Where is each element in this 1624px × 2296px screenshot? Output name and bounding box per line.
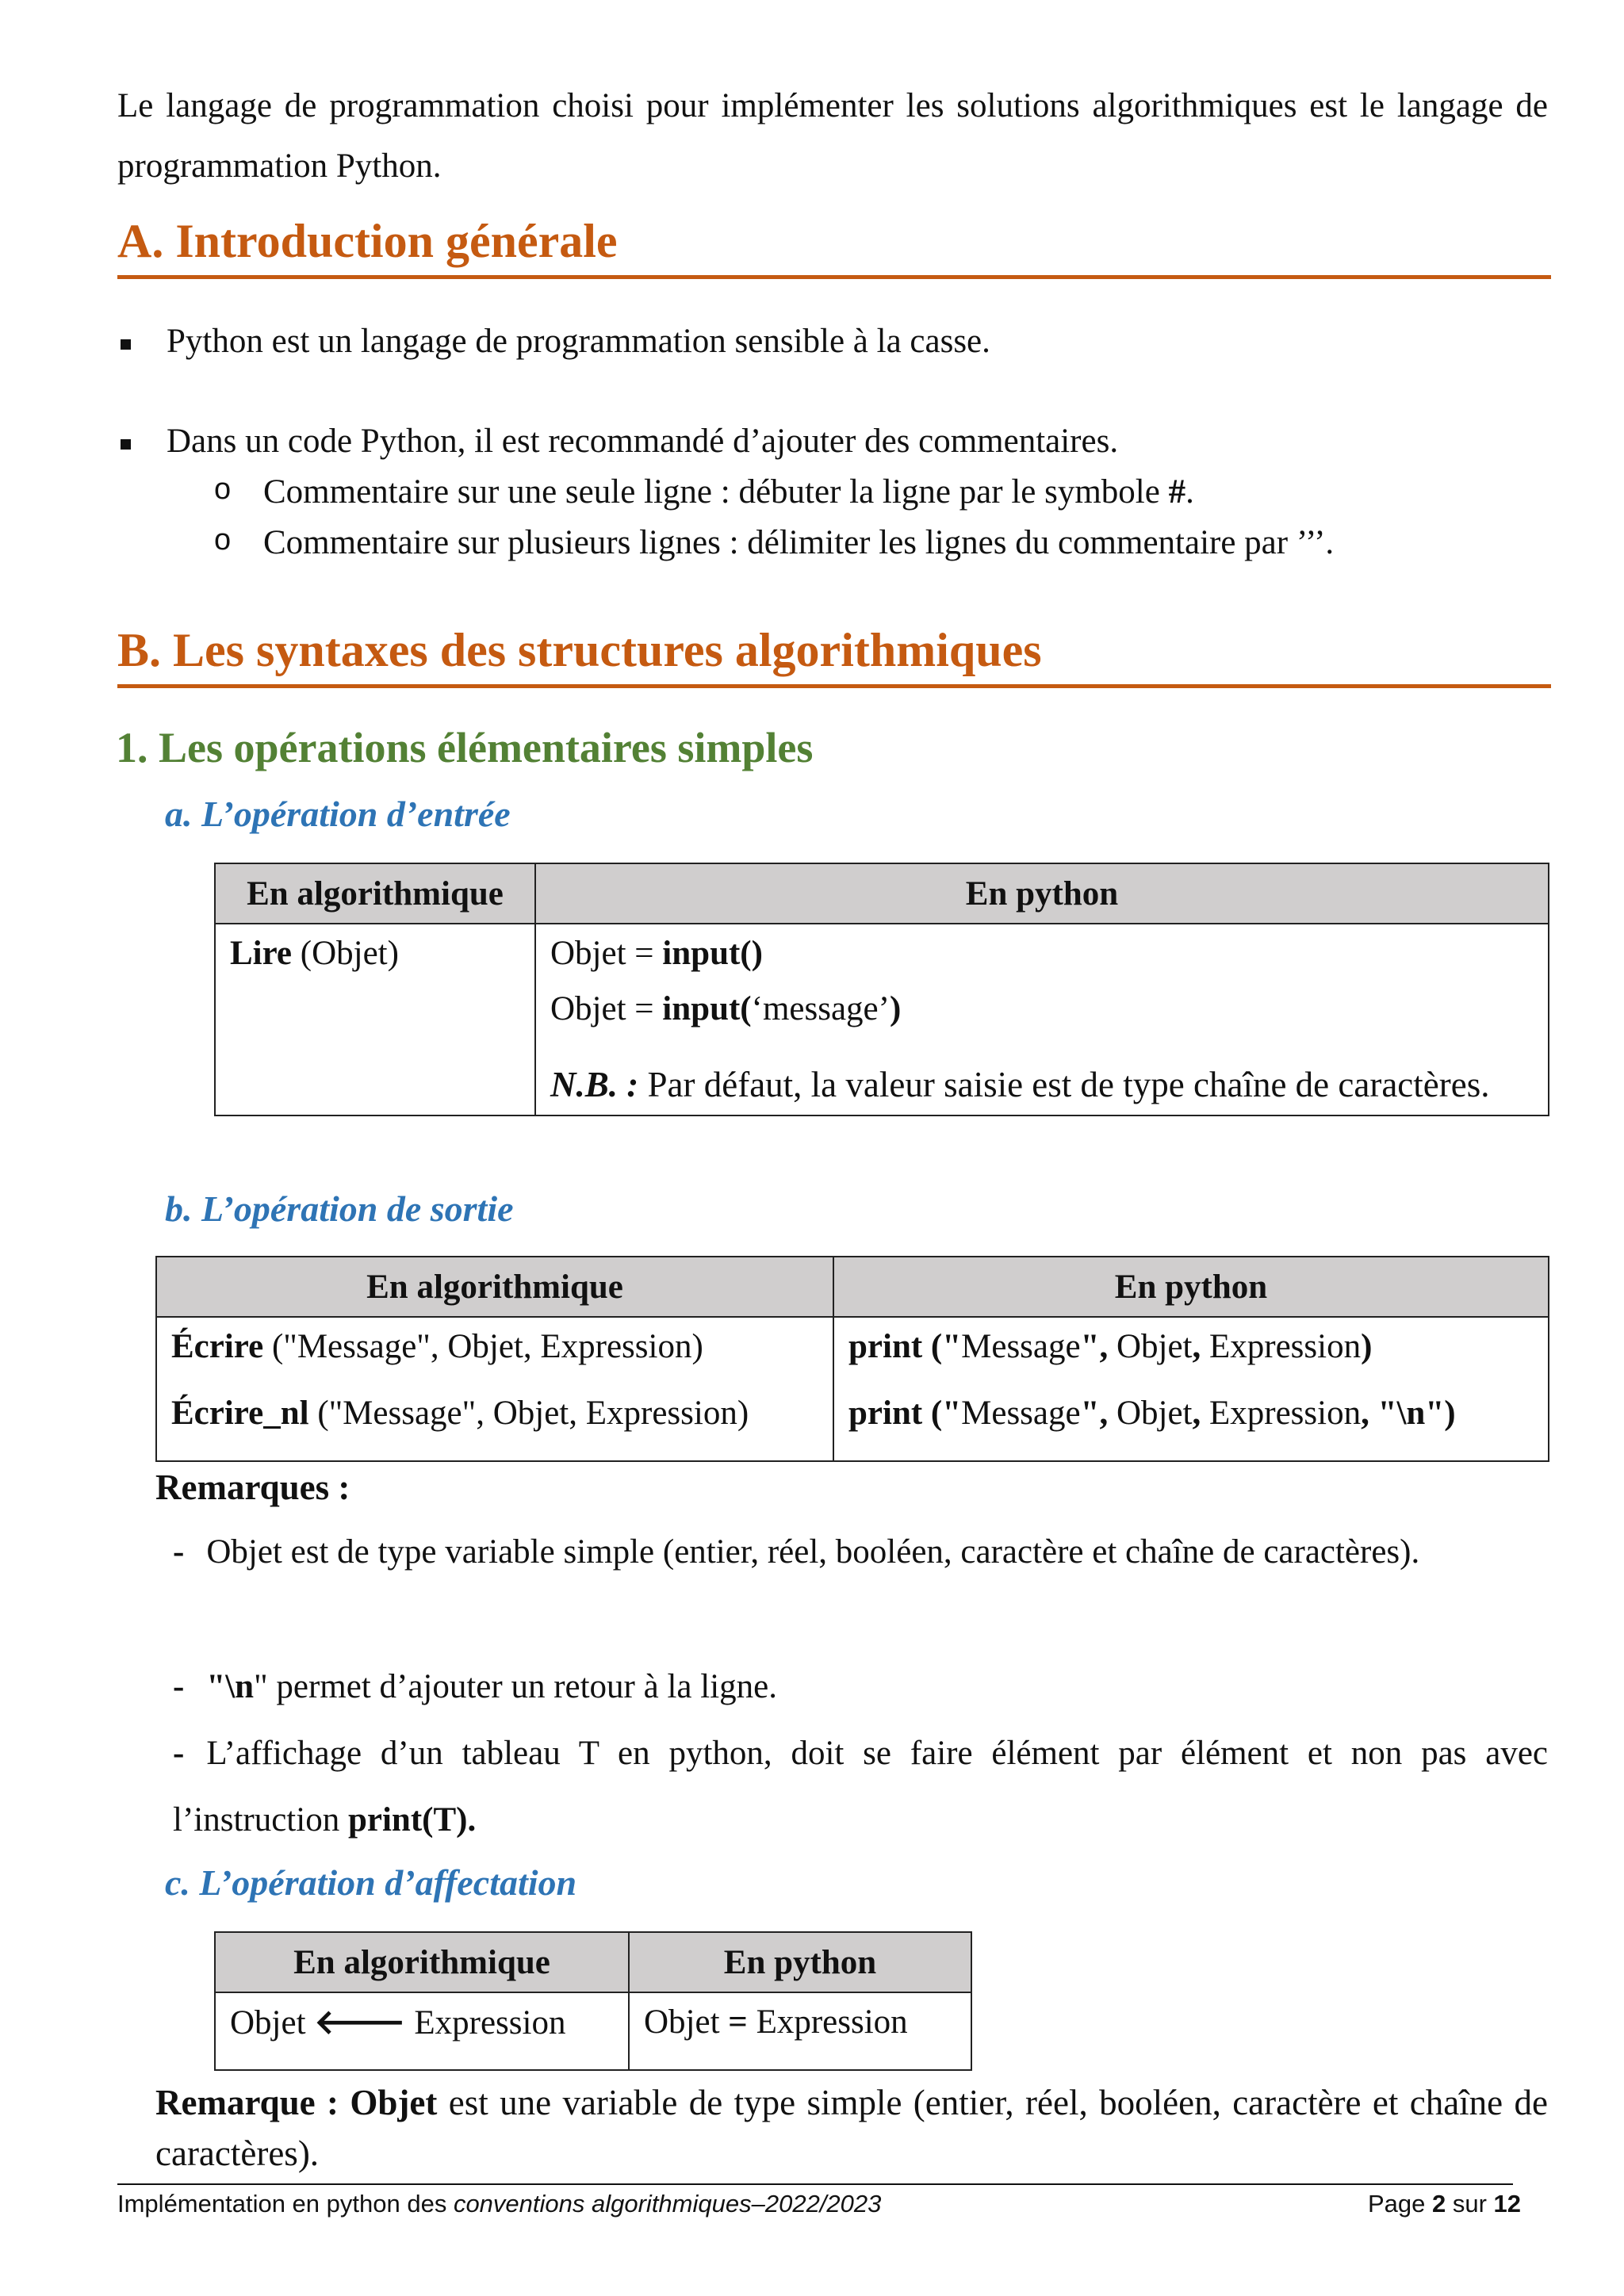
subsection-1-heading: 1. Les opérations élémentaires simples — [116, 724, 814, 771]
section-b-heading: B. Les syntaxes des structures algorithmiques — [117, 623, 1551, 688]
table-header-python: En python — [629, 1932, 971, 1992]
sub-bullet-text: Commentaire sur une seule ligne : débuter la ligne par le symbole — [263, 473, 1169, 511]
lire-args: (Objet) — [292, 935, 399, 972]
ecrire-args: ("Message", Objet, Expression) — [263, 1328, 703, 1365]
left-arrow-icon: 🡐 — [314, 2003, 406, 2042]
bullet-text: Python est un langage de programmation sensible à la casse. — [167, 323, 990, 360]
remarque-3 — [173, 1720, 1548, 1854]
print-message: Message — [961, 1395, 1081, 1432]
py-objet: Objet = — [550, 935, 663, 972]
nb-text: Par défaut, la valeur saisie est de type chaîne de caractères. — [638, 1065, 1490, 1104]
input-message: ‘message’ — [751, 990, 890, 1027]
dash: - — [173, 1533, 185, 1571]
table-header-python: En python — [833, 1257, 1549, 1317]
nb-label: N.B. : — [550, 1065, 639, 1104]
remarques-title: Remarques : — [155, 1468, 350, 1507]
input-close: ) — [889, 990, 902, 1027]
expression: Expression — [405, 2004, 566, 2042]
print-expression: Expression — [1209, 1395, 1362, 1432]
objet-bold: Objet — [350, 2083, 438, 2122]
nb-note — [550, 1059, 1534, 1110]
newline-code: "\n — [206, 1668, 255, 1705]
print-objet: Objet — [1116, 1395, 1193, 1432]
print-sep: , — [1192, 1395, 1210, 1432]
dash: - — [173, 1668, 185, 1705]
intro-paragraph: Le langage de programmation choisi pour implémenter les solutions algorithmiques est le langage de programmation Python. — [117, 87, 1548, 185]
print-keyword: print (" — [848, 1328, 962, 1365]
print-expression: Expression — [1209, 1328, 1362, 1365]
affectation-algo-cell — [215, 1992, 629, 2070]
print-keyword: print (" — [848, 1395, 962, 1432]
footer-title: Implémentation en python des — [117, 2190, 454, 2218]
sub-bullet-text: Commentaire sur plusieurs lignes : délimiter les lignes du commentaire par ’’’. — [263, 524, 1335, 561]
table-header-algo: En algorithmique — [156, 1257, 833, 1317]
bullet-text: Dans un code Python, il est recommandé d’ajouter des commentaires. — [167, 423, 1119, 460]
ecrire-nl-keyword: Écrire_nl — [171, 1395, 309, 1432]
remarque-final — [155, 2077, 1548, 2179]
current-page: 2 — [1431, 2190, 1446, 2218]
page-footer — [117, 2190, 1521, 2218]
lire-keyword: Lire — [230, 935, 293, 972]
py-objet: Objet = — [550, 990, 663, 1027]
print-sep: ", — [1080, 1328, 1116, 1365]
hash-symbol: # — [1168, 473, 1186, 511]
entree-heading: a. L’opération d’entrée — [165, 794, 511, 834]
table-header-algo: En algorithmique — [215, 863, 535, 924]
remarque-text: Objet est de type variable simple (entier, réel, booléen, caractère et chaîne de caractères). — [206, 1533, 1420, 1571]
square-bullet-icon — [121, 439, 131, 450]
sortie-table — [155, 1256, 1549, 1462]
period: . — [1185, 473, 1194, 511]
sortie-heading: b. L’opération de sortie — [165, 1188, 514, 1229]
objet: Objet — [230, 2004, 315, 2042]
affectation-heading: c. L’opération d’affectation — [165, 1862, 577, 1903]
footer-title-italic: conventions algorithmiques–2022/2023 — [453, 2190, 882, 2218]
sur-word: sur — [1446, 2190, 1494, 2218]
ecrire-keyword: Écrire — [171, 1328, 264, 1365]
remarque-text: est une variable de type simple (entier, réel, booléen, caractère et chaîne de caractères). — [155, 2083, 1548, 2173]
total-pages: 12 — [1493, 2190, 1521, 2218]
circle-bullet-icon: o — [214, 523, 232, 557]
print-close: ) — [1361, 1328, 1373, 1365]
remarque-text: " permet d’ajouter un retour à la ligne. — [254, 1668, 777, 1705]
page-number — [1368, 2190, 1521, 2218]
print-message: Message — [961, 1328, 1081, 1365]
print-objet: Objet — [1116, 1328, 1193, 1365]
sortie-algo-cell — [156, 1317, 833, 1461]
circle-bullet-icon: o — [214, 473, 232, 506]
page-word: Page — [1367, 2190, 1432, 2218]
sortie-python-cell — [833, 1317, 1549, 1461]
table-header-algo: En algorithmique — [215, 1932, 629, 1992]
remarque-2 — [173, 1654, 1548, 1720]
entree-python-cell — [535, 924, 1549, 1115]
entree-table — [214, 863, 1549, 1116]
square-bullet-icon — [121, 339, 131, 350]
equals-sign: = — [728, 2003, 748, 2041]
affectation-python-cell — [629, 1992, 971, 2070]
print-sep: ", — [1080, 1395, 1116, 1432]
input-call: input( — [662, 990, 752, 1027]
remarque-text: L’affichage d’un tableau T en python, doit se faire élément par élément et non pas avec l’instruction — [173, 1735, 1548, 1839]
footer-divider — [117, 2183, 1513, 2185]
entree-algo-cell — [215, 924, 535, 1115]
ecrire-nl-args: ("Message", Objet, Expression) — [308, 1395, 749, 1432]
objet: Objet — [644, 2003, 729, 2041]
print-sep: , — [1192, 1328, 1210, 1365]
section-a-heading: A. Introduction générale — [117, 214, 1551, 279]
input-call: input() — [662, 935, 763, 972]
affectation-table — [214, 1931, 972, 2071]
print-t-code: print(T). — [347, 1801, 477, 1839]
remarque-label: Remarque : — [155, 2083, 350, 2122]
expression: Expression — [747, 2003, 908, 2041]
remarque-1 — [173, 1519, 1548, 1586]
table-header-python: En python — [535, 863, 1549, 924]
dash: - — [173, 1735, 185, 1772]
print-newline-close: , "\n") — [1361, 1395, 1456, 1432]
